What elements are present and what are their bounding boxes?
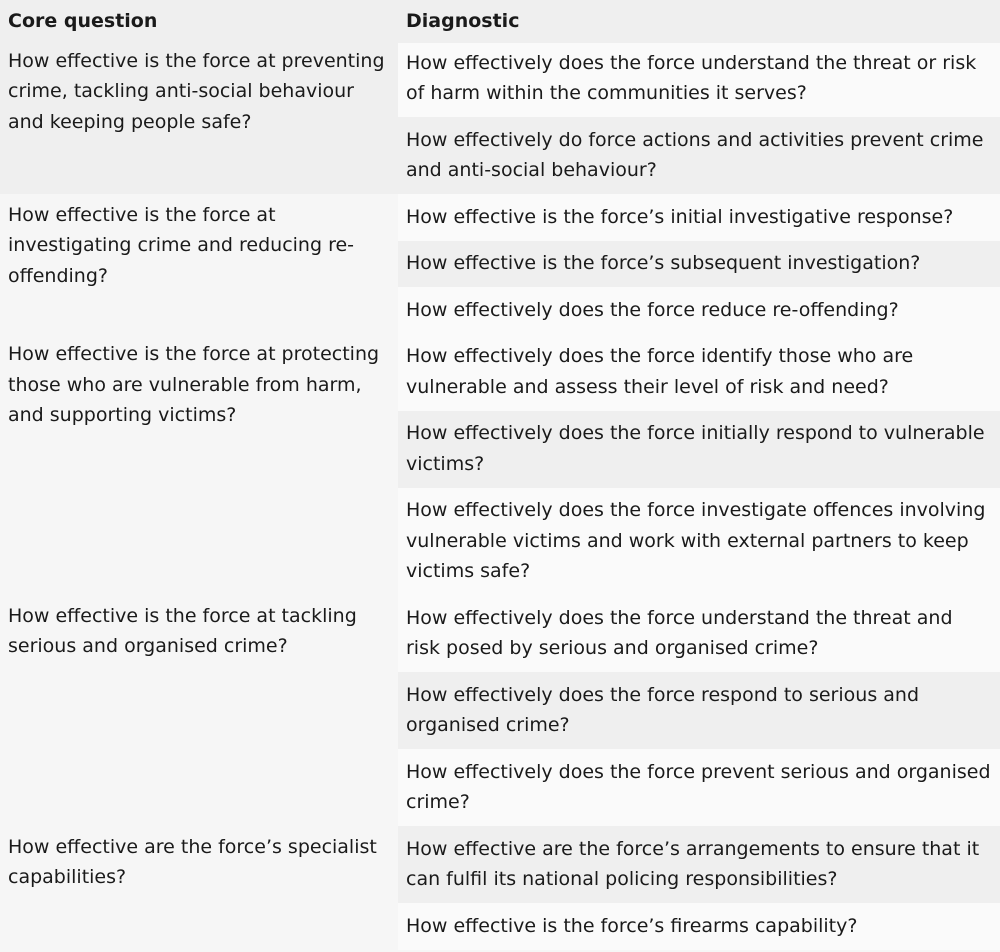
diagnostic-cell: How effectively does the force respond to serious and organised crime? xyxy=(398,672,1000,749)
table-header-row xyxy=(0,0,1000,43)
core-question-cell: How effective are the force’s specialist capabilities? xyxy=(0,826,398,950)
diagnostic-cell: How effectively does the force reduce re-offending? xyxy=(398,287,1000,334)
core-question-cell: How effective is the force at tackling serious and organised crime? xyxy=(0,595,398,826)
table-row xyxy=(0,194,1000,241)
diagnostic-cell: How effectively does the force investigate offences involving vulnerable victims and work with external partners to keep victims safe? xyxy=(398,488,1000,596)
diagnostic-cell: How effective is the force’s initial investigative response? xyxy=(398,194,1000,241)
diagnostic-cell: How effectively does the force prevent serious and organised crime? xyxy=(398,749,1000,826)
table-row xyxy=(0,595,1000,672)
column-header-core-question: Core question xyxy=(0,0,398,43)
diagnostic-cell: How effectively does the force initially respond to vulnerable victims? xyxy=(398,411,1000,488)
table-row xyxy=(0,334,1000,411)
column-header-diagnostic: Diagnostic xyxy=(398,0,1000,43)
diagnostic-cell: How effectively does the force understand the threat and risk posed by serious and organised crime? xyxy=(398,595,1000,672)
diagnostic-cell: How effective is the force’s firearms capability? xyxy=(398,903,1000,950)
table-row xyxy=(0,43,1000,118)
core-question-cell: How effective is the force at protecting those who are vulnerable from harm, and supporting victims? xyxy=(0,334,398,596)
diagnostic-cell: How effectively does the force identify those who are vulnerable and assess their level of risk and need? xyxy=(398,334,1000,411)
table-row xyxy=(0,826,1000,903)
diagnostic-cell: How effectively do force actions and activities prevent crime and anti-social behaviour? xyxy=(398,117,1000,194)
diagnostic-cell: How effectively does the force understand the threat or risk of harm within the communities it serves? xyxy=(398,43,1000,118)
diagnostic-cell: How effective are the force’s arrangements to ensure that it can fulfil its national policing responsibilities? xyxy=(398,826,1000,903)
core-question-cell: How effective is the force at preventing crime, tackling anti-social behaviour and keeping people safe? xyxy=(0,43,398,195)
diagnostic-cell: How effective is the force’s subsequent investigation? xyxy=(398,241,1000,288)
core-question-cell: How effective is the force at investigating crime and reducing re-offending? xyxy=(0,194,398,334)
